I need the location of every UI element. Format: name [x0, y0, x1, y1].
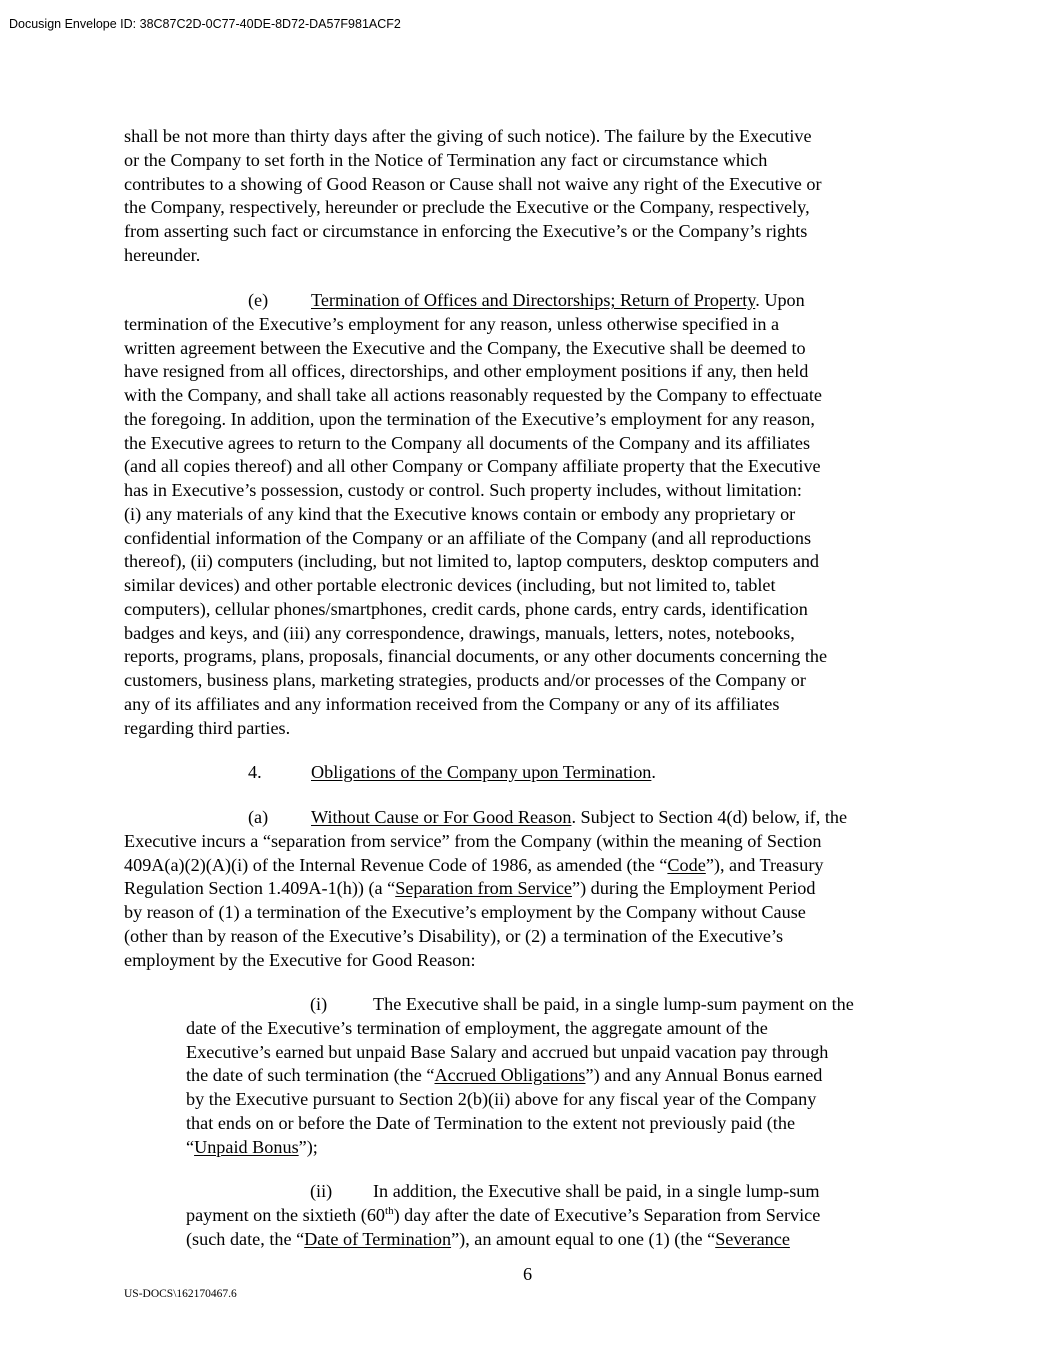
- section-4-heading-line: [124, 761, 934, 785]
- text-fragment: (such date, the “: [186, 1228, 305, 1249]
- text-line: confidential information of the Company or an affiliate of the Company (and all reproductions: [124, 527, 812, 548]
- section-e-heading: Termination of Offices and Directorships; Return of Property: [311, 290, 756, 310]
- ordinal-superscript: th: [385, 1204, 394, 1217]
- text-line: [186, 1136, 946, 1160]
- defined-term-accrued-obligations: Accrued Obligations: [434, 1065, 586, 1086]
- text-line: [186, 1228, 946, 1252]
- text-line: Executive’s earned but unpaid Base Salary and accrued but unpaid vacation pay through: [186, 1041, 829, 1062]
- text-fragment: ”) during the Employment Period: [572, 878, 816, 899]
- text-line: (i) any materials of any kind that the Executive knows contain or embody any proprietary or: [124, 503, 796, 524]
- text-line: (other than by reason of the Executive’s Disability), or (2) a termination of the Executive’s: [124, 925, 784, 946]
- paragraph-notice-continuation: [124, 125, 934, 268]
- text-line: badges and keys, and (iii) any correspondence, drawings, manuals, letters, notes, notebooks,: [124, 622, 795, 643]
- text-fragment: . Subject to Section 4(d) below, if, the: [571, 807, 848, 827]
- text-line: date of the Executive’s termination of employment, the aggregate amount of the: [186, 1017, 768, 1038]
- text-line: reports, programs, plans, proposals, financial documents, or any other documents concerning the: [124, 646, 828, 667]
- defined-term-code: Code: [667, 854, 706, 875]
- text-line: the foregoing. In addition, upon the termination of the Executive’s employment for any reason,: [124, 408, 815, 429]
- subsection-ii-first-line: [186, 1180, 946, 1204]
- text-fragment: Regulation Section 1.409A-1(h)) (a “: [124, 878, 396, 899]
- subsection-i-first-line: [186, 993, 946, 1017]
- defined-term-separation-from-service: Separation from Service: [395, 878, 572, 899]
- text-fragment: payment on the sixtieth (60: [186, 1204, 386, 1225]
- text-line: hereunder.: [124, 244, 201, 265]
- text-fragment: ) day after the date of Executive’s Separation from Service: [393, 1204, 821, 1225]
- defined-term-unpaid-bonus: Unpaid Bonus: [194, 1136, 299, 1157]
- text-line: employment by the Executive for Good Reason:: [124, 949, 476, 970]
- text-line: have resigned from all offices, directorships, and other employment positions if any, then held: [124, 361, 809, 382]
- page-number: 6: [522, 1264, 533, 1284]
- text-fragment: the date of such termination (the “: [186, 1065, 435, 1086]
- text-line: [124, 854, 934, 878]
- text-line: contributes to a showing of Good Reason or Cause shall not waive any right of the Executive or: [124, 173, 822, 194]
- subsection-i-number: (i): [310, 994, 328, 1014]
- text-line: any of its affiliates and any information received from the Company or any of its affiliates: [124, 693, 780, 714]
- text-fragment: ”) and any Annual Bonus earned: [585, 1065, 823, 1086]
- section-4-heading-block: [124, 761, 934, 785]
- text-line: [124, 877, 934, 901]
- text-line: customers, business plans, marketing strategies, products and/or processes of the Company or: [124, 670, 806, 690]
- text-line: similar devices) and other portable electronic devices (including, but not limited to, tablet: [124, 575, 776, 595]
- text-fragment: . Upon: [755, 290, 805, 310]
- text-line: the Executive agrees to return to the Company all documents of the Company and its affiliates: [124, 432, 811, 453]
- text-line: thereof), (ii) computers (including, but not limited to, laptop computers, desktop computers and: [124, 551, 820, 572]
- text-line: regarding third parties.: [124, 717, 291, 738]
- text-line: the Company, respectively, hereunder or preclude the Executive or the Company, respectively,: [124, 197, 810, 218]
- text-line: shall be not more than thirty days after the giving of such notice). The failure by the Executive: [124, 126, 812, 146]
- text-line: (and all copies thereof) and all other Company or Company affiliate property that the Executive: [124, 456, 821, 477]
- envelope-id-header: Docusign Envelope ID: 38C87C2D-0C77-40DE-8D72-DA57F981ACF2: [9, 17, 401, 31]
- text-line: that ends on or before the Date of Termination to the extent not previously paid (the: [186, 1112, 796, 1133]
- text-line: [186, 1204, 946, 1228]
- text-line: termination of the Executive’s employment for any reason, unless otherwise specified in a: [124, 313, 780, 334]
- section-4a-heading-line: [124, 806, 934, 830]
- section-4a-number: (a): [248, 807, 269, 827]
- text-line: with the Company, and shall take all actions reasonably requested by the Company to effectuate: [124, 385, 822, 405]
- section-e-termination-of-offices: [124, 289, 934, 740]
- text-line: or the Company to set forth in the Notice of Termination any fact or circumstance which: [124, 149, 768, 170]
- subsection-ii-number: (ii): [310, 1181, 333, 1201]
- text-line: Executive incurs a “separation from service” from the Company (within the meaning of Section: [124, 830, 822, 851]
- document-footer-id: US-DOCS\162170467.6: [124, 1288, 237, 1300]
- text-line: written agreement between the Executive and the Company, the Executive shall be deemed to: [124, 337, 806, 358]
- text-fragment: ”);: [298, 1136, 318, 1157]
- section-4-number: 4.: [248, 762, 262, 782]
- text-fragment: ”), an amount equal to one (1) (the “: [451, 1228, 716, 1249]
- defined-term-severance: Severance: [715, 1228, 790, 1249]
- subsection-i-accrued-obligations: [186, 993, 946, 1159]
- text-fragment: ”), and Treasury: [705, 854, 824, 875]
- text-line: computers), cellular phones/smartphones, credit cards, phone cards, entry cards, identification: [124, 598, 808, 619]
- text-line: from asserting such fact or circumstance in enforcing the Executive’s or the Company’s rights: [124, 221, 808, 241]
- text-fragment: “: [186, 1136, 195, 1157]
- text-fragment: The Executive shall be paid, in a single lump-sum payment on the: [373, 994, 854, 1014]
- section-e-heading-line: [124, 289, 934, 313]
- section-e-number: (e): [248, 290, 269, 310]
- text-fragment: In addition, the Executive shall be paid, in a single lump-sum: [373, 1181, 820, 1201]
- defined-term-date-of-termination: Date of Termination: [304, 1228, 452, 1249]
- text-fragment: 409A(a)(2)(A)(i) of the Internal Revenue Code of 1986, as amended (the “: [124, 854, 668, 875]
- text-line: [186, 1064, 946, 1088]
- section-4-heading: Obligations of the Company upon Termination: [311, 762, 652, 782]
- text-line: by the Executive pursuant to Section 2(b)(ii) above for any fiscal year of the Company: [186, 1089, 817, 1109]
- text-line: by reason of (1) a termination of the Executive’s employment by the Company without Cause: [124, 902, 806, 922]
- subsection-ii-severance: [186, 1180, 946, 1251]
- text-line: has in Executive’s possession, custody or control. Such property includes, without limitation:: [124, 480, 802, 500]
- section-4a-without-cause: [124, 806, 934, 972]
- section-4a-heading: Without Cause or For Good Reason: [311, 807, 572, 827]
- text-fragment: .: [651, 762, 656, 782]
